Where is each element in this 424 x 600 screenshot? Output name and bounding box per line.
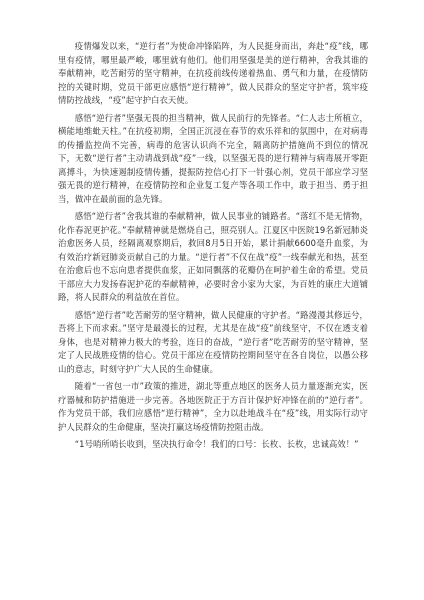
body-paragraph: 随着“一省包一市”政策的推进，湖北等重点地区的医务人员力量逐渐充实，医疗器械和防护措施进一步完善。各地医院正于方百计保护好冲锋在前的“逆行者”。作为党员干部，我们应感悟“逆行精神”，全力以赴地战斗在“疫”线，用实际行动守护人民群众的生命健康，坚决打赢这场疫情防控阻击战。	[58, 381, 368, 432]
body-paragraph: 疫情爆发以来，“逆行者”为使命冲锋陷阵，为人民挺身而出，奔赴“疫”线，哪里有疫情，哪里最严峻，哪里就有他们。他们用坚强是美的逆行精神，舍我其谁的奉献精神，吃苦耐劳的坚守精神，在抗疫前线传递着热血、勇气和力量，在疫情防控的关键时期，党员干部更应感悟“逆行精神”，做人民群众的坚定守护者，筑牢疫情防控战线，“疫”起守护白衣天使。	[58, 41, 368, 105]
body-paragraph: 感悟“逆行者”舍我其谁的奉献精神，做人民事业的铺路者。“落红不是无情物，化作春泥更护花。”奉献精神就是燃烧自己，照亮别人。江夏区中医院19名新冠肺炎治愈医务人员，经隔离观察期后，救回8月5日开始，累计捐献6600毫升血浆，为有效治疗新冠肺炎贡献自己的力量。“逆行者”不仅在战“疫”一线奉献光和热，甚至在治愈后也不忘向患者提供血浆，正如同飘落的花瓣仍在呵护着生命的希望。党员干部应大力发扬春泥护花的奉献精神，必要时舍小家为大家，为百姓的康庄大道铺路，将人民群众的利益放在首位。	[58, 211, 368, 302]
body-paragraph: “1号哨所哨长收到，坚决执行命令！我们的口号：长枚、长枚，忠诚高效！”	[74, 439, 359, 449]
body-paragraph: 感悟“逆行者”坚强无畏的担当精神，做人民前行的先锋者。“仁人志士所植立，横能地维蚍天柱。”在抗疫初期，全国正沉浸在春节的欢乐祥和的氛围中，在对病毒的传播监控尚不完善，病毒的危害认识尚不完全，隔离防护措施尚不到位的情况下，无数“逆行者”主动请战到战“疫”一线，以坚强无畏的逆行精神与病毒展开零距离搏斗，为快速遏制疫情传播，提振防控信心打下一针强心剂，党员干部应学习坚强无畏的逆行精神，在疫情防控和企业复工复产等各项工作中，敢于担当、勇于担当，做冲在最前面的急先锋。	[58, 112, 368, 204]
body-paragraph: 感悟“逆行者”吃苦耐劳的坚守精神，做人民健康的守护者。“路漫漫其修远兮，吾将上下而求索。”坚守是最漫长的过程，尤其是在战“疫”前线坚守，不仅在透支着身体，也是对精神力极大的考验，连日的奋战，“逆行者”吃苦耐劳的坚守精神，坚定了人民战胜疫情的信心。党员干部应在疫情防控期间坚守在各自岗位，以愚公移山的意志，时刻守护广大人民的生命健康。	[58, 309, 368, 374]
